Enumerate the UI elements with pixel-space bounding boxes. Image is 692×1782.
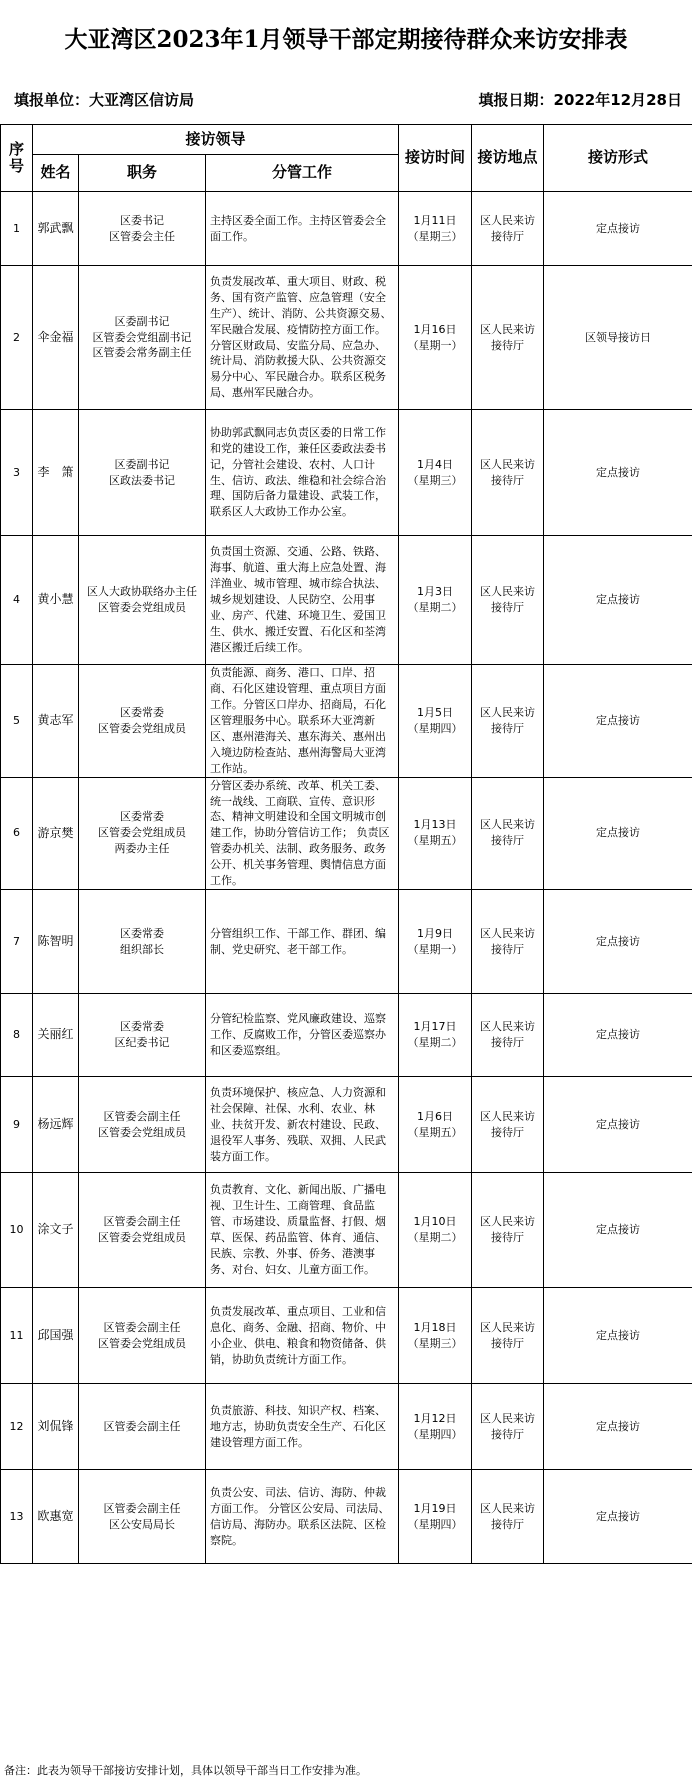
form-cell: 定点接访 (544, 192, 692, 266)
form-cell: 定点接访 (544, 890, 692, 994)
duty-cell: 负责发展改革、重点项目、工业和信息化、商务、金融、招商、物价、中小企业、供电、粮食和物资储备、供销，协助负责统计方面工作。 (206, 1288, 399, 1384)
form-cell: 定点接访 (544, 1077, 692, 1173)
table-row (1, 777, 692, 890)
form-cell: 定点接访 (544, 1288, 692, 1384)
form-cell: 定点接访 (544, 665, 692, 778)
time-cell: 1月3日 （星期二） (399, 536, 472, 665)
table-row (1, 192, 692, 266)
location-cell: 区人民来访 接待厅 (472, 777, 544, 890)
header-duty: 分管工作 (206, 155, 399, 192)
seq-cell: 10 (1, 1173, 33, 1288)
duty-cell: 负责国土资源、交通、公路、铁路、海事、航道、重大海上应急处置、海洋渔业、城市管理、城市综合执法、城乡规划建设、人民防空、公用事业、房产、代建、环境卫生、爱国卫生、供水、搬迁安置、石化区和荃湾港区搬迁后续工作。 (206, 536, 399, 665)
location-cell: 区人民来访 接待厅 (472, 994, 544, 1077)
duty-cell: 协助郭武飘同志负责区委的日常工作和党的建设工作，兼任区委政法委书记，分管社会建设、农村、人口计生、信访、政法、维稳和社会综合治理、国防后备力量建设、武装工作，联系区人大政协工作办公室。 (206, 410, 399, 536)
table-row (1, 1077, 692, 1173)
location-cell: 区人民来访 接待厅 (472, 1077, 544, 1173)
time-cell: 1月19日 （星期四） (399, 1470, 472, 1564)
time-cell: 1月6日 （星期五） (399, 1077, 472, 1173)
location-cell: 区人民来访 接待厅 (472, 890, 544, 994)
seq-cell: 13 (1, 1470, 33, 1564)
time-cell: 1月17日 （星期二） (399, 994, 472, 1077)
location-cell: 区人民来访 接待厅 (472, 192, 544, 266)
position-cell: 区人大政协联络办主任 区管委会党组成员 (79, 536, 206, 665)
seq-cell: 9 (1, 1077, 33, 1173)
seq-cell: 6 (1, 777, 33, 890)
location-cell: 区人民来访 接待厅 (472, 1384, 544, 1470)
name-cell: 杨远辉 (33, 1077, 79, 1173)
table-row (1, 1384, 692, 1470)
duty-cell: 负责旅游、科技、知识产权、档案、地方志，协助负责安全生产、石化区建设管理方面工作。 (206, 1384, 399, 1470)
header-seq: 序号 (1, 125, 33, 192)
duty-cell: 分管组织工作、干部工作、群团、编制、党史研究、老干部工作。 (206, 890, 399, 994)
name-cell: 邱国强 (33, 1288, 79, 1384)
duty-cell: 主持区委全面工作。主持区管委会全面工作。 (206, 192, 399, 266)
header-position: 职务 (79, 155, 206, 192)
form-cell: 区领导接访日 (544, 266, 692, 410)
table-row (1, 1173, 692, 1288)
position-cell: 区管委会副主任 区管委会党组成员 (79, 1173, 206, 1288)
table-row (1, 665, 692, 778)
seq-cell: 8 (1, 994, 33, 1077)
time-cell: 1月13日 （星期五） (399, 777, 472, 890)
report-date: 填报日期：2022年12月28日 (478, 90, 682, 109)
header-form: 接访形式 (544, 125, 692, 192)
duty-cell: 分管纪检监察、党风廉政建设、巡察工作、反腐败工作，分管区委巡察办和区委巡察组。 (206, 994, 399, 1077)
table-row (1, 890, 692, 994)
name-cell: 涂文子 (33, 1173, 79, 1288)
time-cell: 1月10日 （星期二） (399, 1173, 472, 1288)
position-cell: 区委常委 组织部长 (79, 890, 206, 994)
position-cell: 区委副书记 区管委会党组副书记 区管委会常务副主任 (79, 266, 206, 410)
position-cell: 区委常委 区管委会党组成员 两委办主任 (79, 777, 206, 890)
table-row (1, 1470, 692, 1564)
position-cell: 区委常委 区管委会党组成员 (79, 665, 206, 778)
duty-cell: 负责能源、商务、港口、口岸、招商、石化区建设管理、重点项目方面工作。分管区口岸办、招商局，石化区管理服务中心。联系环大亚湾新区、惠州港海关、惠东海关、惠州出入境边防检查站、惠州海警局大亚湾工作站。 (206, 665, 399, 778)
time-cell: 1月18日 （星期三） (399, 1288, 472, 1384)
name-cell: 陈智明 (33, 890, 79, 994)
location-cell: 区人民来访 接待厅 (472, 1470, 544, 1564)
header-name: 姓名 (33, 155, 79, 192)
time-cell: 1月11日 （星期三） (399, 192, 472, 266)
time-cell: 1月9日 （星期一） (399, 890, 472, 994)
form-cell: 定点接访 (544, 1470, 692, 1564)
name-cell: 伞金福 (33, 266, 79, 410)
position-cell: 区管委会副主任 区管委会党组成员 (79, 1288, 206, 1384)
seq-cell: 2 (1, 266, 33, 410)
location-cell: 区人民来访 接待厅 (472, 1173, 544, 1288)
duty-cell: 负责教育、文化、新闻出版、广播电视、卫生计生、工商管理、食品监管、市场建设、质量监督、打假、烟草、医保、药品监管、体育、通信、民族、宗教、外事、侨务、港澳事务、对台、妇女、儿童方面工作。 (206, 1173, 399, 1288)
seq-cell: 4 (1, 536, 33, 665)
time-cell: 1月5日 （星期四） (399, 665, 472, 778)
location-cell: 区人民来访 接待厅 (472, 536, 544, 665)
location-cell: 区人民来访 接待厅 (472, 410, 544, 536)
location-cell: 区人民来访 接待厅 (472, 266, 544, 410)
page-title: 大亚湾区2023年1月领导干部定期接待群众来访安排表 (64, 25, 628, 53)
name-cell: 刘侃锋 (33, 1384, 79, 1470)
header-time: 接访时间 (399, 125, 472, 192)
form-cell: 定点接访 (544, 1384, 692, 1470)
seq-cell: 12 (1, 1384, 33, 1470)
header-leader-group: 接访领导 (33, 125, 399, 155)
name-cell: 郭武飘 (33, 192, 79, 266)
table-row (1, 1288, 692, 1384)
seq-cell: 7 (1, 890, 33, 994)
table-row (1, 266, 692, 410)
form-cell: 定点接访 (544, 777, 692, 890)
time-cell: 1月16日 （星期一） (399, 266, 472, 410)
position-cell: 区管委会副主任 区管委会党组成员 (79, 1077, 206, 1173)
schedule-table (0, 124, 692, 1564)
form-cell: 定点接访 (544, 994, 692, 1077)
duty-cell: 负责公安、司法、信访、海防、仲裁方面工作。 分管区公安局、司法局、信访局、海防办。联系区法院、区检察院。 (206, 1470, 399, 1564)
position-cell: 区委常委 区纪委书记 (79, 994, 206, 1077)
name-cell: 欧惠宽 (33, 1470, 79, 1564)
seq-cell: 5 (1, 665, 33, 778)
duty-cell: 分管区委办系统、改革、机关工委、统一战线、工商联、宣传、意识形态、精神文明建设和全国文明城市创建工作，协助分管信访工作； 负责区管委办机关、法制、政务服务、政务公开、机关事务管理、舆情信息方面工作。 (206, 777, 399, 890)
form-cell: 定点接访 (544, 1173, 692, 1288)
location-cell: 区人民来访 接待厅 (472, 1288, 544, 1384)
form-cell: 定点接访 (544, 410, 692, 536)
name-cell: 黄志军 (33, 665, 79, 778)
position-cell: 区管委会副主任 区公安局局长 (79, 1470, 206, 1564)
position-cell: 区委书记 区管委会主任 (79, 192, 206, 266)
report-unit: 填报单位：大亚湾区信访局 (14, 90, 195, 109)
name-cell: 关丽红 (33, 994, 79, 1077)
position-cell: 区管委会副主任 (79, 1384, 206, 1470)
location-cell: 区人民来访 接待厅 (472, 665, 544, 778)
duty-cell: 负责环境保护、核应急、人力资源和社会保障、社保、水利、农业、林业、扶贫开发、新农村建设、民政、退役军人事务、残联、双拥、人民武装方面工作。 (206, 1077, 399, 1173)
name-cell: 黄小慧 (33, 536, 79, 665)
time-cell: 1月4日 （星期三） (399, 410, 472, 536)
position-cell: 区委副书记 区政法委书记 (79, 410, 206, 536)
header-location: 接访地点 (472, 125, 544, 192)
table-row (1, 410, 692, 536)
name-cell: 李 箫 (33, 410, 79, 536)
duty-cell: 负责发展改革、重大项目、财政、税务、国有资产监管、应急管理（安全生产）、统计、消防、公共资源交易、军民融合发展、疫情防控方面工作。分管区财政局、安监分局、应急办、统计局、消防救援大队、公共资源交易分中心、军民融合办。联系区税务局、惠州军民融合办。 (206, 266, 399, 410)
table-row (1, 536, 692, 665)
footnote: 备注：此表为领导干部接访安排计划，具体以领导干部当日工作安排为准。 (4, 1764, 367, 1777)
table-row (1, 994, 692, 1077)
form-cell: 定点接访 (544, 536, 692, 665)
time-cell: 1月12日 （星期四） (399, 1384, 472, 1470)
seq-cell: 11 (1, 1288, 33, 1384)
seq-cell: 3 (1, 410, 33, 536)
name-cell: 游京樊 (33, 777, 79, 890)
seq-cell: 1 (1, 192, 33, 266)
